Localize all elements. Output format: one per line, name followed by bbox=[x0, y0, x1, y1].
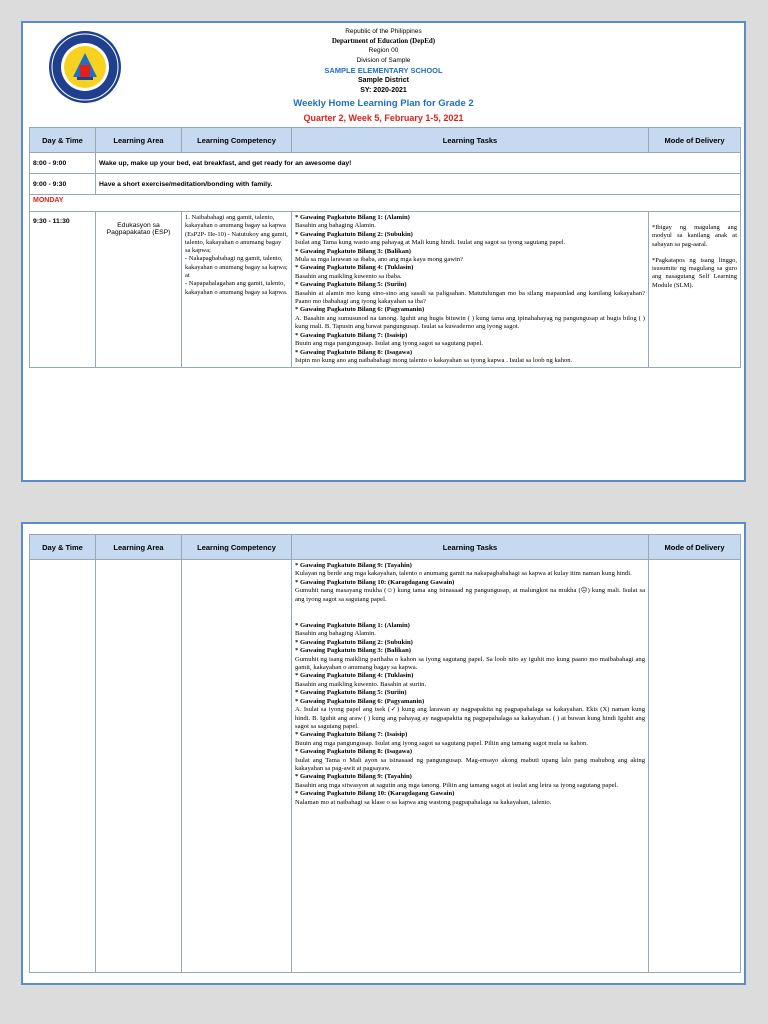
mode-of-delivery bbox=[649, 212, 741, 368]
task-desc: Isipin mo kung ano ang naibabahagi mong talento o kakayahan sa iyong kapwa . Isulat sa loob ng kahon. bbox=[295, 356, 573, 364]
col-learning-tasks: Learning Tasks bbox=[292, 128, 649, 153]
task-desc: Basahin at alamin mo kung sino-sino ang sasali sa paligsahan. Matutulungan mo ba silang mapaunlad ang kanilang kakayahan? Paano mo ibabahagi ang iyong kakayahan sa iba? bbox=[295, 289, 645, 306]
task-title: * Gawaing Pagkatuto Bilang 7: (Isaisip) bbox=[295, 331, 408, 339]
col-learning-competency: Learning Competency bbox=[182, 535, 292, 560]
competency-item: 1. Naibabahagi ang gamit, talento, kakayahan o anumang bagay sa kapwa (EsP2P- IIe-10) - Natutukoy ang gamit, talento, kakayahan o anumang bagay sa kapwa; bbox=[185, 214, 288, 255]
task-title: * Gawaing Pagkatuto Bilang 10: (Karagdagang Gawain) bbox=[295, 790, 455, 798]
quarter-line: Quarter 2, Week 5, February 1-5, 2021 bbox=[303, 113, 464, 123]
task-desc: Gumuhit nang masayang mukha (☺) kung tama ang isinasaad ng pangungusap, at malungkot na mukha (☹) kung mali. Isulat sa ang iyong sagot sa sagutang papel. bbox=[295, 587, 645, 603]
row-time: 9:00 - 9:30 bbox=[30, 174, 96, 195]
learning-tasks bbox=[292, 560, 649, 973]
region-line: Region 00 bbox=[368, 47, 399, 54]
competency-item: - Napapahalagahan ang gamit, talento, kakayahan o anumang bagay sa kapwa. bbox=[185, 280, 288, 296]
learning-tasks bbox=[292, 212, 649, 368]
task-desc: Mula sa mga larawan sa ibaba, ano ang mga kaya mong gawin? bbox=[295, 256, 464, 264]
day-label: MONDAY bbox=[30, 195, 741, 212]
task-desc: Basahin ang bahaging Alamin. bbox=[295, 630, 376, 638]
task-title: * Gawaing Pagkatuto Bilang 8: (Isagawa) bbox=[295, 348, 413, 356]
row-activity: Have a short exercise/meditation/bonding with family. bbox=[96, 174, 741, 195]
row-time: 9:30 - 11:30 bbox=[30, 212, 96, 368]
mode-item: *Pagkatapos ng isang linggo, isusumite ng magulang sa guro ang nasagutang Self Learning Module (SLM). bbox=[652, 256, 737, 289]
learning-area bbox=[96, 560, 182, 973]
task-title: * Gawaing Pagkatuto Bilang 7: (Isaisip) bbox=[295, 731, 408, 739]
district-line: Sample District bbox=[358, 77, 409, 84]
task-desc: Gumuhit ng isang maikling parihaba o kahon sa iyong sagutang papel. Sa loob nito ay iguhit mo kung paano mo maibabahagi ang gamit, kakayahan o anumang bagay sa kapwa. bbox=[295, 655, 645, 672]
task-title: * Gawaing Pagkatuto Bilang 10: (Karagdagang Gawain) bbox=[295, 578, 455, 586]
task-title: * Gawaing Pagkatuto Bilang 2: (Subukin) bbox=[295, 230, 413, 238]
task-title: * Gawaing Pagkatuto Bilang 3: (Balikan) bbox=[295, 647, 411, 655]
day-row bbox=[30, 195, 741, 212]
department-line: Department of Education (DepEd) bbox=[331, 36, 436, 45]
mode-item: *Ibigay ng magulang ang modyul sa kanilang anak at sabayan sa pag-aaral. bbox=[652, 224, 737, 248]
col-learning-area: Learning Area bbox=[96, 128, 182, 153]
task-title: * Gawaing Pagkatuto Bilang 9: (Tayahin) bbox=[295, 562, 412, 569]
col-mode-of-delivery: Mode of Delivery bbox=[649, 128, 741, 153]
plan-table-page-2 bbox=[29, 534, 741, 973]
task-desc: Basahin ang maikling kuwento. Basahin at suriin. bbox=[295, 680, 427, 688]
republic-line: Republic of the Philippines bbox=[345, 28, 422, 35]
task-title: * Gawaing Pagkatuto Bilang 1: (Alamin) bbox=[295, 622, 410, 630]
col-learning-tasks: Learning Tasks bbox=[292, 535, 649, 560]
school-year: SY: 2020-2021 bbox=[360, 86, 407, 94]
learning-area: Edukasyon sa Pagpapakatao (ESP) bbox=[96, 212, 182, 368]
table-row bbox=[30, 174, 741, 195]
task-title: * Gawaing Pagkatuto Bilang 5: (Suriin) bbox=[295, 281, 407, 289]
task-desc: Isulat ang Tama kung wasto ang pahayag at Mali kung hindi. Isulat ang sagot sa iyong sagutang papel. bbox=[295, 239, 566, 247]
task-desc: Basahin ang maikling kuwento sa ibaba. bbox=[295, 272, 402, 280]
row-activity: Wake up, make up your bed, eat breakfast, and get ready for an awesome day! bbox=[96, 153, 741, 174]
table-row bbox=[30, 212, 741, 368]
col-day-time: Day & Time bbox=[30, 535, 96, 560]
task-desc: Buuin ang mga pangungusap. Isulat ang iyong sagot sa sagutang papel. Piliin ang tamang sagot mula sa kahon. bbox=[295, 739, 589, 747]
task-desc: A. Isulat sa iyong papel ang tsek (✓) kung ang larawan ay nagpapakita ng pagpapahalaga sa kakayahan. Ekis (X) naman kung hindi. B. Iguhit ang araw ( ) kung ang pahayag ay nagpapakita ng pagpapahalaga sa kakayahan. ( ) at buwan kung hindi Iguhit ang sagot sa sagutang papel. bbox=[295, 706, 645, 730]
table-row bbox=[30, 153, 741, 174]
learning-competency bbox=[182, 212, 292, 368]
document-page-1 bbox=[21, 21, 746, 482]
competency-item: - Nakapagbabahagi ng gamit, talento, kakayahan o anumang bagay sa kapwa; at bbox=[185, 255, 288, 280]
task-title: * Gawaing Pagkatuto Bilang 2: (Subukin) bbox=[295, 638, 413, 646]
school-name: SAMPLE ELEMENTARY SCHOOL bbox=[324, 66, 443, 75]
plan-title: Weekly Home Learning Plan for Grade 2 bbox=[293, 98, 474, 109]
task-title: * Gawaing Pagkatuto Bilang 6: (Pagyamanin) bbox=[295, 306, 425, 314]
task-title: * Gawaing Pagkatuto Bilang 3: (Balikan) bbox=[295, 247, 411, 255]
table-row bbox=[30, 560, 741, 973]
task-desc: Nalaman mo at naibahagi sa klase o sa kapwa ang wastong pagpapahalaga sa kakayahan, talento. bbox=[295, 798, 552, 806]
plan-table-page-1 bbox=[29, 127, 741, 368]
task-title: * Gawaing Pagkatuto Bilang 6: (Pagyamanin) bbox=[295, 697, 425, 705]
col-learning-area: Learning Area bbox=[96, 535, 182, 560]
task-title: * Gawaing Pagkatuto Bilang 5: (Suriin) bbox=[295, 689, 407, 697]
task-title: * Gawaing Pagkatuto Bilang 9: (Tayahin) bbox=[295, 773, 412, 781]
task-title: * Gawaing Pagkatuto Bilang 1: (Alamin) bbox=[295, 214, 410, 221]
task-desc: Buuin ang mga pangungusap. Isulat ang iyong sagot sa sagutang papel. bbox=[295, 340, 483, 348]
task-desc: Isulat ang Tama o Mali ayon sa isinasaad ng pangungusap. Mag-ensayo akong mabuti upang lalo pang mahubog ang aking kakayahan sa pag-awit at pagsayaw. bbox=[295, 756, 645, 772]
row-time: 8:00 - 9:00 bbox=[30, 153, 96, 174]
document-page-2 bbox=[21, 522, 746, 985]
task-desc: Basahin ang bahaging Alamin. bbox=[295, 222, 376, 230]
table-header-row bbox=[30, 128, 741, 153]
division-line: Division of Sample bbox=[356, 56, 411, 64]
task-title: * Gawaing Pagkatuto Bilang 4: (Tuklasin) bbox=[295, 264, 414, 272]
mode-of-delivery bbox=[649, 560, 741, 973]
col-learning-competency: Learning Competency bbox=[182, 128, 292, 153]
learning-competency bbox=[182, 560, 292, 973]
task-desc: Kulayan ng berde ang mga kakayahan, talento o anumang gamit na nakapagbabahagi sa kapwa at kulay itim naman kung hindi. bbox=[295, 570, 632, 578]
task-title: * Gawaing Pagkatuto Bilang 4: (Tuklasin) bbox=[295, 672, 414, 680]
task-title: * Gawaing Pagkatuto Bilang 8: (Isagawa) bbox=[295, 748, 413, 756]
col-day-time: Day & Time bbox=[30, 128, 96, 153]
table-header-row bbox=[30, 535, 741, 560]
row-time bbox=[30, 560, 96, 973]
col-mode-of-delivery: Mode of Delivery bbox=[649, 535, 741, 560]
task-desc: A. Basahin ang sumusunod na tanong. Iguhit ang hugis bituwin ( ) kung tama ang ipinahahayag ng pangungusap at hugis bilog ( ) kung mali. B. Tapusin ang bawat pangungusap. Isulat sa kuwaderno ang iyong sagot. bbox=[295, 314, 645, 331]
document-header bbox=[23, 23, 744, 127]
task-desc: Basahin ang mga sitwasyon at sagutin ang mga tanong. Piliin ang tamang sagot at isulat ang letra sa iyong sagutang papel. bbox=[295, 781, 619, 789]
